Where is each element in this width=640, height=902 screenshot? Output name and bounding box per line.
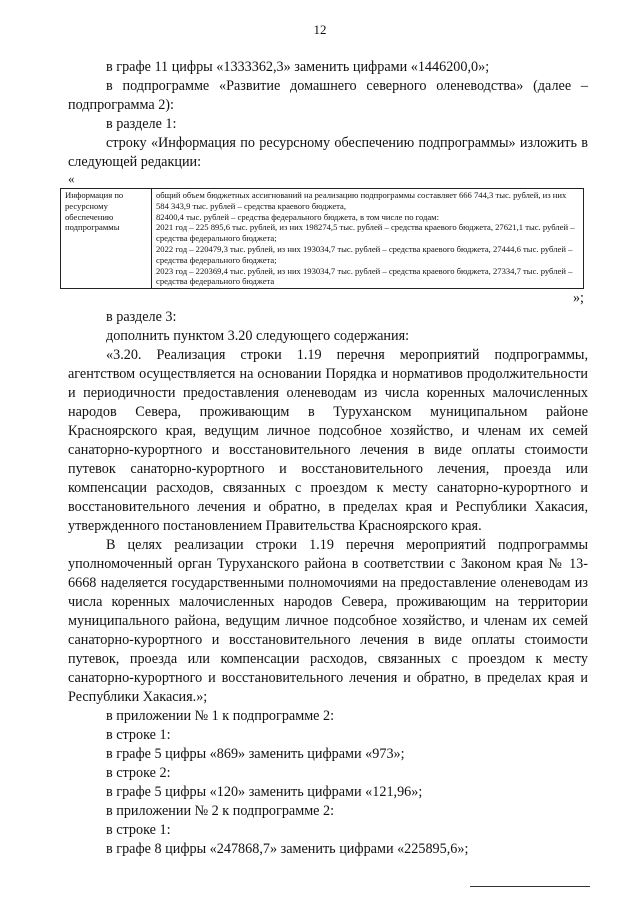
table-line: общий объем бюджетных ассигнований на реализацию подпрограммы составляет 666 744,3 тыс. рублей, из них 584 343,9 тыс. рублей – средства краевого бюджета, <box>156 190 567 211</box>
opening-quote: « <box>68 171 75 186</box>
paragraph: в строке 1: <box>106 822 171 839</box>
paragraph: в графе 11 цифры «1333362,3» заменить цифрами «1446200,0»; <box>106 59 490 75</box>
paragraph: в приложении № 1 к подпрограмме 2: <box>106 708 335 725</box>
paragraph: в строке 1: <box>106 727 171 744</box>
table-value-cell <box>152 189 584 289</box>
paragraph: в разделе 1: <box>106 116 177 132</box>
paragraph: в строке 2: <box>106 765 171 782</box>
page-number: 12 <box>313 22 327 37</box>
paragraph: дополнить пунктом 3.20 следующего содержания: <box>106 328 410 345</box>
document-body <box>65 58 588 859</box>
table-line: 2023 год – 220369,4 тыс. рублей, из них 193034,7 тыс. рублей – средства краевого бюджета, 27334,7 тыс. рублей – средства федерального бюджета <box>156 265 573 287</box>
table-label-cell: Информация по ресурсному обеспечению подпрограммы <box>61 189 152 289</box>
paragraph: в графе 5 цифры «869» заменить цифрами «973»; <box>106 746 405 763</box>
paragraph: строку «Информация по ресурсному обеспечению подпрограммы» изложить в следующей редакции: <box>68 135 588 170</box>
table-line: 2021 год – 225 895,6 тыс. рублей, из них 198274,5 тыс. рублей – средства краевого бюджета, 27621,1 тыс. рублей – средства федерального бюджета; <box>156 222 575 244</box>
closing-quote: »; <box>572 290 584 307</box>
paragraph: в графе 8 цифры «247868,7» заменить цифрами «225895,6»; <box>106 841 469 858</box>
paragraph: В целях реализации строки 1.19 перечня мероприятий подпрограммы уполномоченный орган Туруханского района в соответствии с Законом края № 13-6668 наделяется государственными полномочиями на предоставление оленеводам из числа коренных малочисленных народов Севера, проживающим на территории муниципального района, ведущим личное подсобное хозяйство, и членам их семей санаторно-курортного и восстановительного лечения в виде оплаты стоимости путевок, проезда или компенсации расходов, связанных с проездом к месту санаторно-курортного и восстановительного лечения и обратно, в пределах края и Республики Хакасия.»; <box>68 537 588 706</box>
table-row <box>61 189 584 289</box>
paragraph: в приложении № 2 к подпрограмме 2: <box>106 803 335 820</box>
paragraph: «3.20. Реализация строки 1.19 перечня мероприятий подпрограммы, агентством осуществляется на основании Порядка и нормативов продолжительности и периодичности предоставления оленеводам из числа коренных малочисленных народов Севера, проживающим в Туруханском муниципальном районе Красноярского края, ведущим личное подсобное хозяйство, и членам их семей санаторно-курортного и восстановительного лечения в виде оплаты стоимости путевок санаторно-курортного и восстановительного лечения, проезда или компенсации расходов, связанных с проездом к месту санаторно-курортного и восстановительного лечения и обратно, в пределах края и Республики Хакасия, утвержденного постановлением Правительства Красноярского края. <box>68 347 588 535</box>
resource-info-table <box>60 188 584 289</box>
table-line: 82400,4 тыс. рублей – средства федерального бюджета, в том числе по годам: <box>156 211 440 222</box>
footer-divider <box>470 886 590 887</box>
table-line: 2022 год – 220479,3 тыс. рублей, из них 193034,7 тыс. рублей – средства краевого бюджета, 27444,6 тыс. рублей – средства федерального бюджета; <box>156 243 573 265</box>
paragraph: в подпрограмме «Развитие домашнего северного оленеводства» (далее – подпрограмма 2): <box>68 78 588 113</box>
paragraph: в разделе 3: <box>106 309 177 326</box>
paragraph: в графе 5 цифры «120» заменить цифрами «121,96»; <box>106 784 423 801</box>
